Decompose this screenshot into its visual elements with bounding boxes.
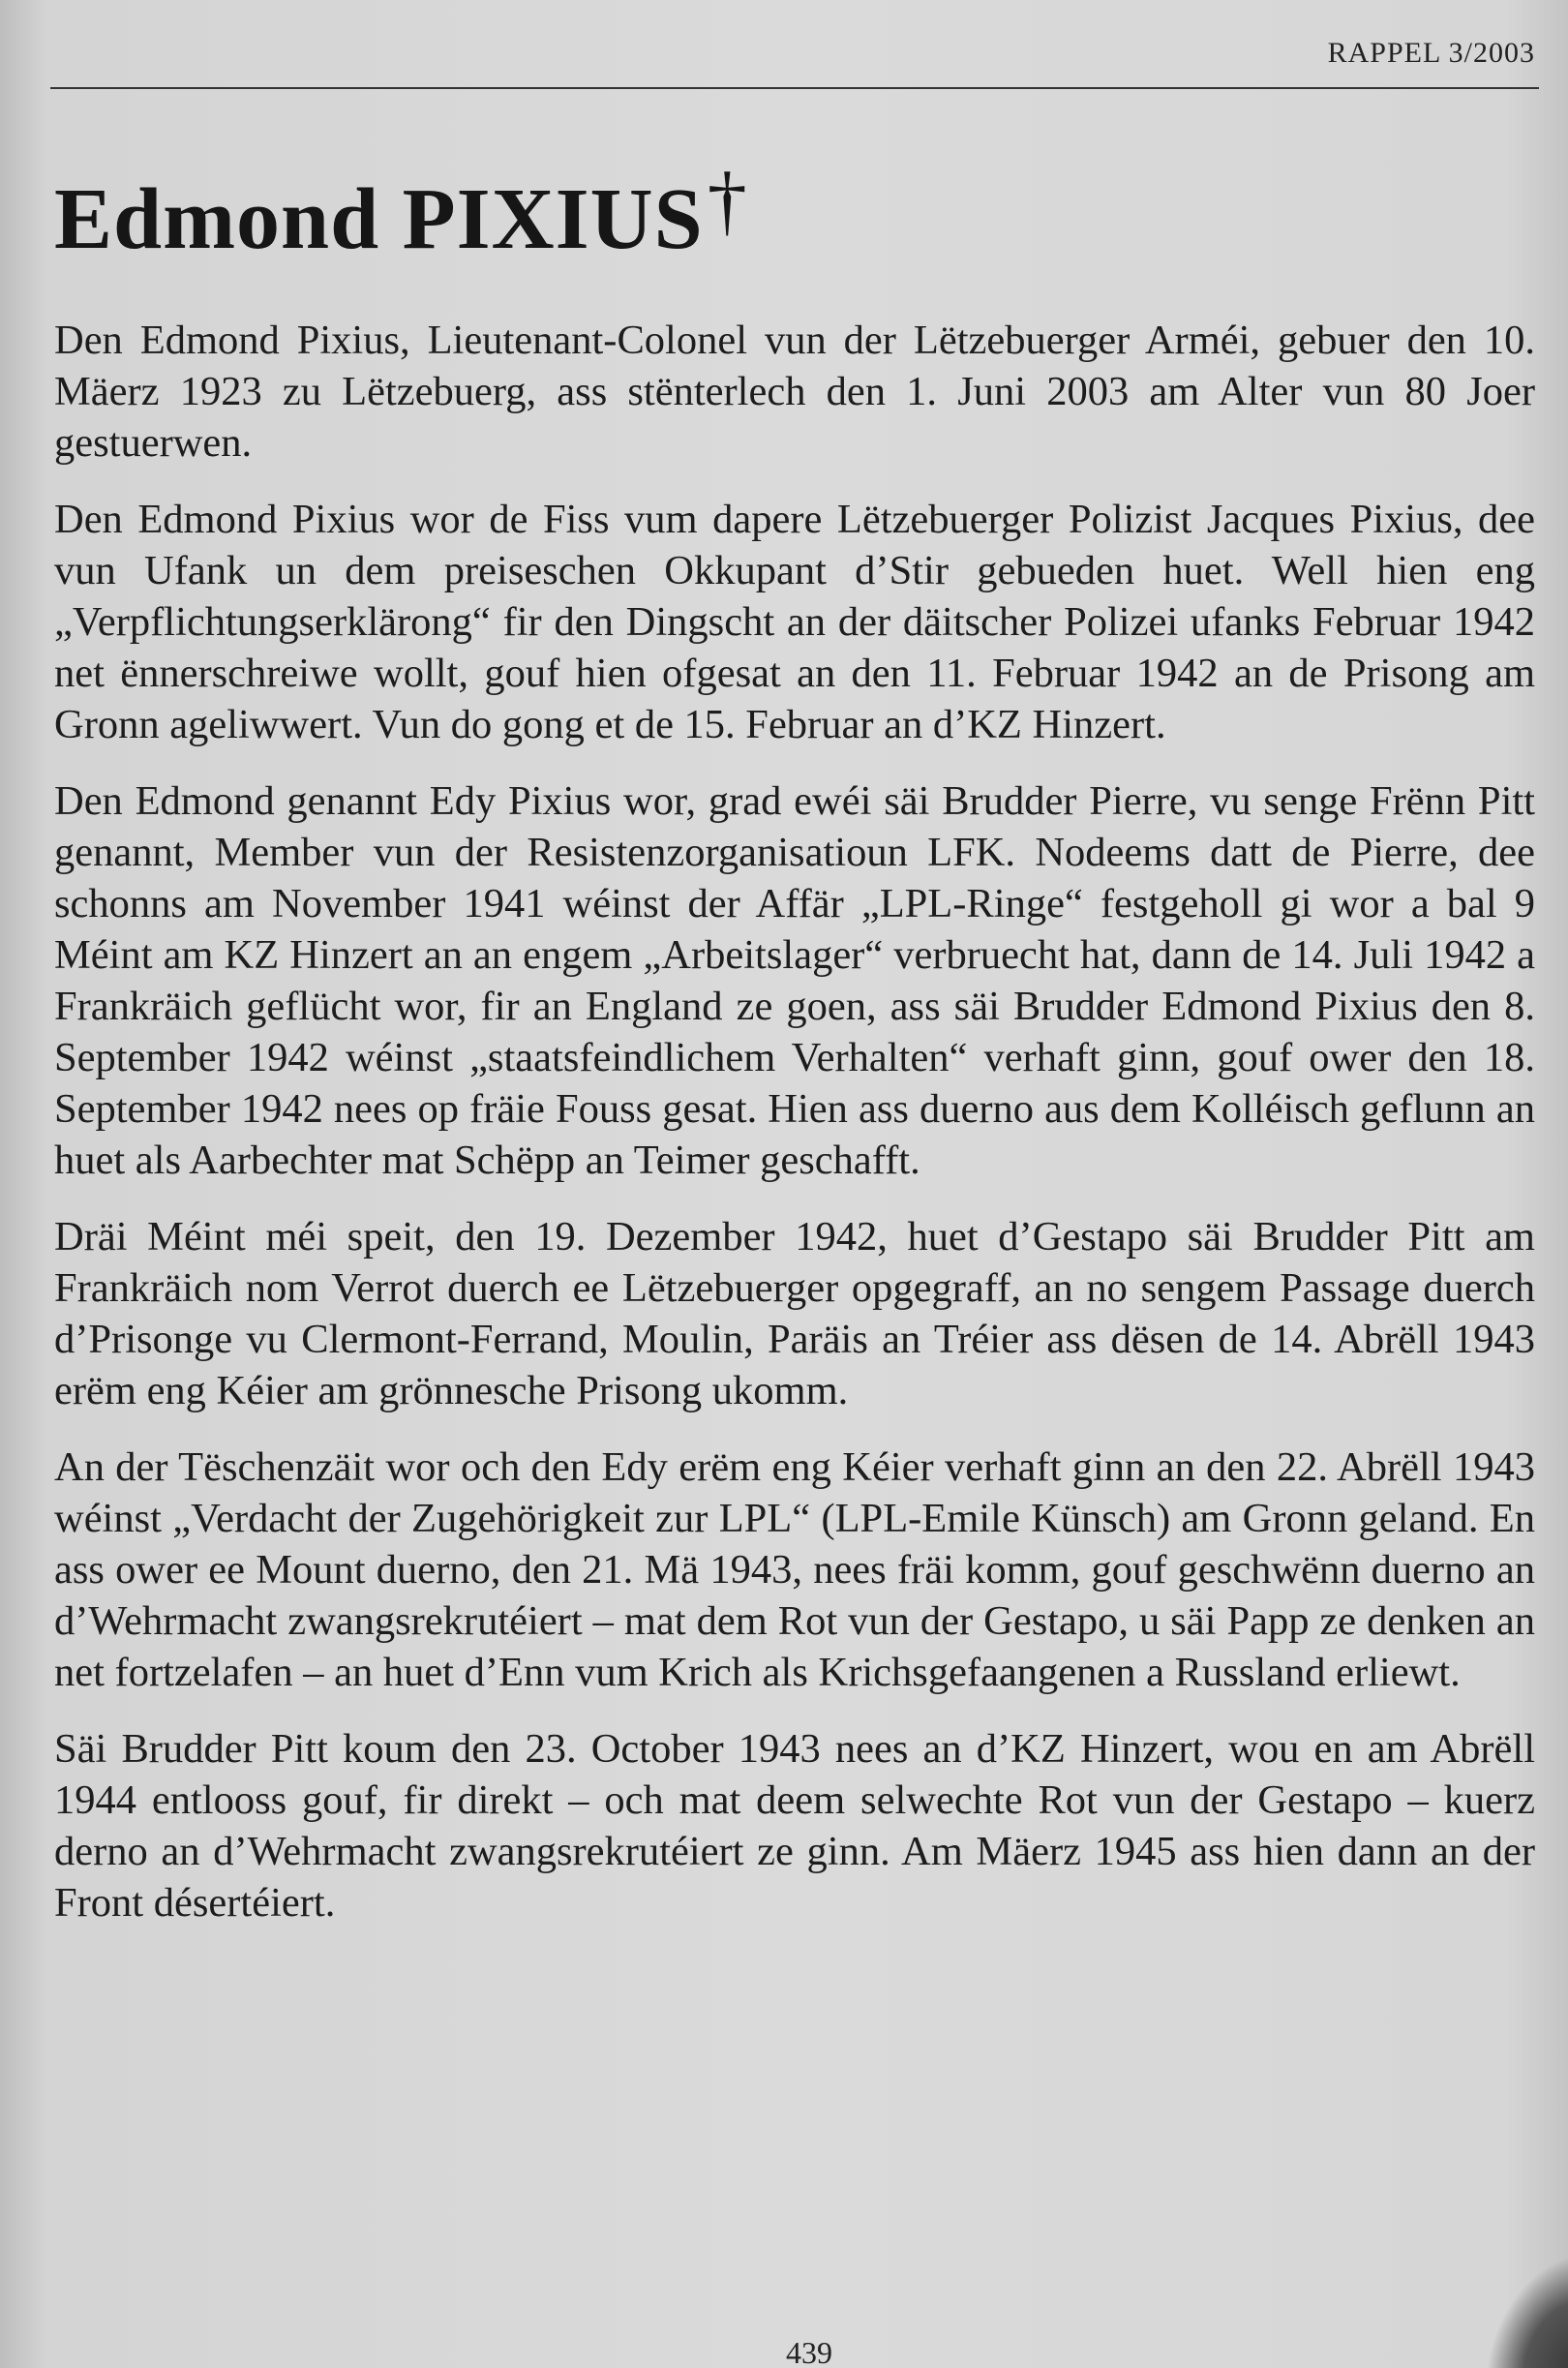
paragraph-1: Den Edmond Pixius, Lieutenant-Colonel vun der Lëtzebuerger Arméi, gebuer den 10. Mäerz 1923 zu Lëtzebuerg, ass stënterlech den 1. Juni 2003 am Alter vun 80 Joer gestuerwen. <box>54 317 1535 466</box>
running-header: RAPPEL 3/2003 <box>1327 37 1535 69</box>
header-rule <box>50 87 1539 89</box>
latin-cross-icon: † <box>707 156 747 244</box>
article-title: Edmond PIXIUS <box>54 171 704 267</box>
title-row <box>54 156 1535 267</box>
paragraph-2: Den Edmond Pixius wor de Fiss vum dapere Lëtzebuerger Polizist Jacques Pixius, dee vun Ufank un dem preiseschen Okkupant d’Stir gebueden huet. Well hien eng „Verpflichtungserklärong“ fir den Dingscht an der däitscher Polizei ufanks Februar 1942 net ënnerschreiwe wollt, gouf hien ofgesat an den 11. Februar 1942 an de Prisong am Gronn ageliwwert. Vun do gong et de 15. Februar an d’KZ Hinzert. <box>54 496 1535 747</box>
paragraph-5: An der Tëschenzäit wor och den Edy erëm eng Kéier verhaft ginn an den 22. Abrëll 1943 wéinst „Verdacht der Zugehörigkeit zur LPL“ (LPL-Emile Künsch) am Gronn geland. En ass ower ee Mount duerno, den 21. Mä 1943, nees fräi komm, gouf geschwënn duerno an d’Wehrmacht zwangsrekrutéiert – mat dem Rot vun der Gestapo, u säi Papp ze denken an net fortzelafen – an huet d’Enn vum Krich als Krichsgefaangenen a Russland erliewt. <box>54 1443 1535 1695</box>
paragraph-6: Säi Brudder Pitt koum den 23. October 1943 nees an d’KZ Hinzert, wou en am Abrëll 1944 entlooss gouf, fir direkt – och mat deem selwechte Rot vun der Gestapo – kuerz derno an d’Wehrmacht zwangsrekrutéiert ze ginn. Am Mäerz 1945 ass hien dann an der Front désertéiert. <box>54 1725 1535 1926</box>
page-number: 439 <box>786 2335 832 2368</box>
paragraph-4: Dräi Méint méi speit, den 19. Dezember 1942, huet d’Gestapo säi Brudder Pitt am Frankräich nom Verrot duerch ee Lëtzebuerger opgegraff, an no sengem Passage duerch d’Prisonge vu Clermont-Ferrand, Moulin, Paräis an Tréier ass dësen de 14. Abrëll 1943 erëm eng Kéier am grönnesche Prisong ukomm. <box>54 1213 1535 1413</box>
page-curl-shadow <box>1477 2230 1568 2368</box>
paragraph-3: Den Edmond genannt Edy Pixius wor, grad ewéi säi Brudder Pierre, vu senge Frënn Pitt genannt, Member vun der Resistenzorganisatioun LFK. Nodeems datt de Pierre, dee schonns am November 1941 wéinst der Affär „LPL-Ringe“ festgeholl gi wor a bal 9 Méint am KZ Hinzert an an engem „Arbeitslager“ verbruecht hat, dann de 14. Juli 1942 a Frankräich geflücht wor, fir an England ze goen, ass säi Brudder Edmond Pixius den 8. September 1942 wéinst „staatsfeindlichem Verhalten“ verhaft ginn, gouf ower den 18. September 1942 nees op fräie Fouss gesat. Hien ass duerno aus dem Kolléisch geflunn an huet als Aarbechter mat Schëpp an Teimer geschafft. <box>54 777 1535 1183</box>
article <box>54 156 1535 1954</box>
